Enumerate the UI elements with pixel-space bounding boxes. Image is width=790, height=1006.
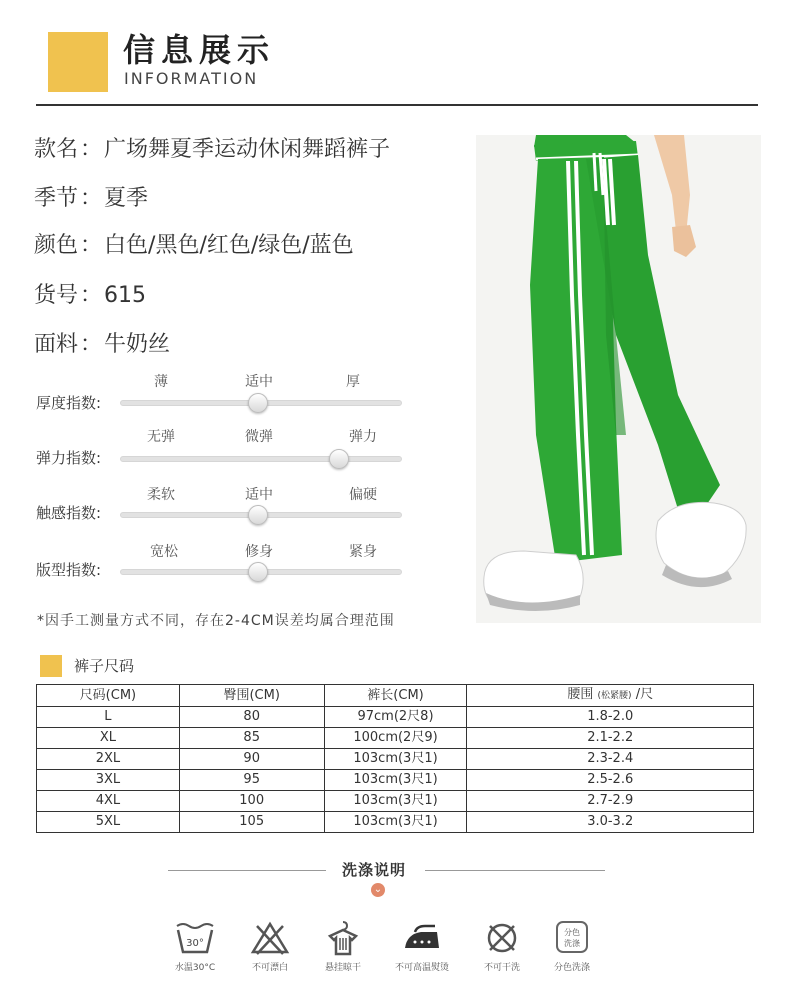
scale-option: 厚: [346, 374, 360, 390]
no-dry-clean-icon: [481, 920, 523, 956]
info-label: 季节: [34, 186, 79, 211]
care-caption: 不可漂白: [251, 963, 288, 973]
waist-header-label: 腰围: [567, 687, 594, 702]
info-row-fabric: [34, 331, 170, 359]
info-label: 颜色: [34, 233, 79, 258]
table-cell: 1.8-2.0: [467, 707, 754, 728]
scale-option: 弹力: [349, 429, 377, 445]
table-cell: 3XL: [37, 770, 180, 791]
scale-option: 柔软: [147, 487, 175, 503]
scale-option: 适中: [245, 487, 273, 503]
table-row: [37, 791, 754, 812]
scale-knob: [248, 393, 268, 413]
care-item-wash-separately: [537, 920, 607, 974]
scale-option: 薄: [154, 374, 168, 390]
product-photo: [476, 135, 761, 623]
info-value: 白色/黑色/红色/绿色/蓝色: [104, 233, 354, 258]
table-header-cell: 裤长(CM): [324, 685, 467, 707]
wash-temp-text: 30°: [186, 938, 204, 949]
table-cell: 5XL: [37, 812, 180, 833]
info-value: 夏季: [104, 186, 149, 211]
scale-option: 偏硬: [349, 487, 377, 503]
icon-text-line2: 洗涤: [564, 939, 580, 948]
table-cell: 100: [179, 791, 324, 812]
icon-text-line1: 分色: [564, 928, 580, 937]
scale-option: 适中: [245, 374, 273, 390]
info-value: 牛奶丝: [104, 332, 171, 357]
care-item-wash-30: [160, 920, 230, 974]
info-label: 货号: [34, 283, 79, 308]
size-accent-square: [40, 655, 62, 677]
table-row: [37, 728, 754, 749]
measurement-note: *因手工测量方式不同，存在2-4CM误差均属合理范围: [37, 613, 395, 629]
table-cell: 85: [179, 728, 324, 749]
scale-name: 弹力指数:: [36, 449, 102, 467]
info-row-item-number: [34, 282, 146, 310]
table-cell: 97cm(2尺8): [324, 707, 467, 728]
table-cell: 4XL: [37, 791, 180, 812]
care-item-hang-dry: [308, 920, 378, 974]
header-divider: [36, 104, 758, 106]
waist-header-note: (松紧腰): [597, 691, 632, 701]
waist-header-unit: /尺: [635, 687, 654, 702]
table-cell: 3.0-3.2: [467, 812, 754, 833]
wash-divider-right: [425, 870, 605, 871]
care-caption: 不可干洗: [483, 963, 520, 973]
care-caption: 悬挂晾干: [324, 963, 361, 973]
scale-option: 无弹: [147, 429, 175, 445]
table-row: [37, 707, 754, 728]
table-header-cell: [467, 685, 754, 707]
table-cell: 105: [179, 812, 324, 833]
table-cell: 90: [179, 749, 324, 770]
scale-option: 宽松: [150, 544, 178, 560]
scale-option: 微弹: [245, 429, 273, 445]
table-cell: 103cm(3尺1): [324, 770, 467, 791]
table-header-row: [37, 685, 754, 707]
info-label: 面料: [34, 332, 79, 357]
table-row: [37, 749, 754, 770]
scale-name: 厚度指数:: [36, 394, 102, 412]
table-row: [37, 770, 754, 791]
table-cell: 2.7-2.9: [467, 791, 754, 812]
table-cell: 2.3-2.4: [467, 749, 754, 770]
scale-option: 紧身: [349, 544, 377, 560]
scale-knob: [248, 562, 268, 582]
size-table: [36, 684, 754, 833]
table-cell: 2.5-2.6: [467, 770, 754, 791]
care-caption: 水温30°C: [174, 963, 216, 973]
table-row: [37, 812, 754, 833]
care-item-no-dry-clean: [467, 920, 537, 974]
info-value: 615: [104, 283, 147, 308]
info-colon: ：: [80, 233, 103, 258]
table-cell: 100cm(2尺9): [324, 728, 467, 749]
page-title: 信息展示: [123, 31, 276, 69]
info-row-colors: [34, 232, 354, 260]
care-caption: 分色洗涤: [553, 963, 590, 973]
scale-track: [120, 456, 402, 462]
table-cell: 80: [179, 707, 324, 728]
table-cell: 103cm(3尺1): [324, 812, 467, 833]
care-item-no-hot-iron: [387, 920, 457, 974]
scale-name: 触感指数:: [36, 504, 102, 522]
info-colon: ：: [80, 186, 103, 211]
info-value: 广场舞夏季运动休闲舞蹈裤子: [104, 137, 391, 162]
scale-option: 修身: [245, 544, 273, 560]
table-header-cell: 臀围(CM): [179, 685, 324, 707]
table-cell: 103cm(3尺1): [324, 749, 467, 770]
table-header-cell: 尺码(CM): [37, 685, 180, 707]
info-colon: ：: [80, 332, 103, 357]
hang-dry-icon: [322, 920, 364, 956]
wash-30-icon: [174, 920, 216, 956]
table-cell: 2.1-2.2: [467, 728, 754, 749]
chevron-down-icon: ⌄: [371, 883, 385, 897]
care-item-no-bleach: [235, 920, 305, 974]
table-cell: L: [37, 707, 180, 728]
no-hot-iron-icon: [401, 920, 443, 956]
wash-separately-icon: [551, 920, 593, 956]
header-accent-square: [48, 32, 108, 92]
info-row-season: [34, 185, 148, 213]
table-cell: 95: [179, 770, 324, 791]
info-colon: ：: [80, 283, 103, 308]
scale-knob: [248, 505, 268, 525]
scale-name: 版型指数:: [36, 561, 102, 579]
info-colon: ：: [80, 137, 103, 162]
scale-knob: [329, 449, 349, 469]
size-section-title: 裤子尺码: [74, 657, 135, 675]
care-caption: 不可高温熨烫: [394, 963, 449, 973]
wash-divider-left: [168, 870, 326, 871]
wash-section-title: 洗涤说明: [342, 861, 407, 879]
no-bleach-icon: [249, 920, 291, 956]
page-subtitle: INFORMATION: [124, 69, 259, 88]
table-cell: 2XL: [37, 749, 180, 770]
info-label: 款名: [34, 137, 79, 162]
table-cell: XL: [37, 728, 180, 749]
info-row-name: [34, 136, 390, 164]
table-cell: 103cm(3尺1): [324, 791, 467, 812]
